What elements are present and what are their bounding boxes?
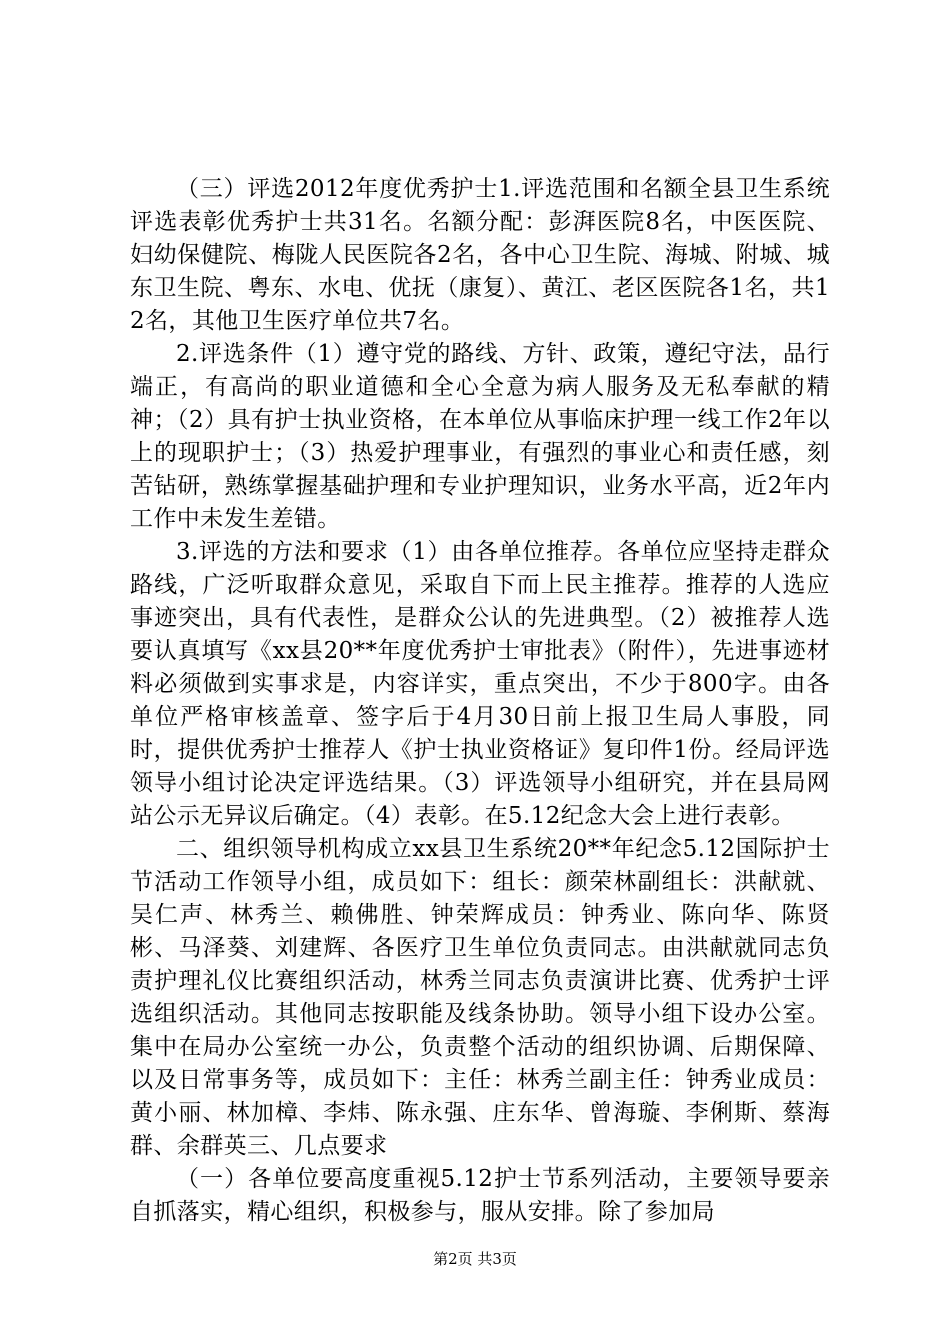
page-footer: 第2页 共3页 [433, 1250, 517, 1268]
document-body [130, 173, 830, 1229]
paragraph-requirements: （一）各单位要高度重视5.12护士节系列活动，主要领导要亲自抓落实，精心组织，积极参与，服从安排。除了参加局 [130, 1166, 830, 1225]
paragraph-selection-criteria: 2.评选条件（1）遵守党的路线、方针、政策，遵纪守法，品行端正，有高尚的职业道德和全心全意为病人服务及无私奉献的精神；（2）具有护士执业资格，在本单位从事临床护理一线工作2年以上的现职护士；（3）热爱护理事业，有强烈的事业心和责任感，刻苦钻研，熟练掌握基础护理和专业护理知识，业务水平高，近2年内工作中未发生差错。 [130, 341, 830, 532]
paragraph-selection-scope: （三）评选2012年度优秀护士1.评选范围和名额全县卫生系统评选表彰优秀护士共31名。名额分配：彭湃医院8名，中医医院、妇幼保健院、梅陇人民医院各2名，各中心卫生院、海城、附城、城东卫生院、粤东、水电、优抚（康复）、黄江、老区医院各1名，共12名，其他卫生医疗单位共7名。 [130, 176, 830, 334]
paragraph-leadership-organization: 二、组织领导机构成立xx县卫生系统20**年纪念5.12国际护士节活动工作领导小组，成员如下：组长：颜荣林副组长：洪献就、吴仁声、林秀兰、赖佛胜、钟荣辉成员：钟秀业、陈向华、陈贤彬、马泽葵、刘建辉、各医疗卫生单位负责同志。由洪献就同志负责护理礼仪比赛组织活动，林秀兰同志负责演讲比赛、优秀护士评选组织活动。其他同志按职能及线条协助。领导小组下设办公室。集中在局办公室统一办公，负责整个活动的组织协调、后期保障、以及日常事务等，成员如下：主任：林秀兰副主任：钟秀业成员：黄小丽、林加樟、李炜、陈永强、庄东华、曾海璇、李俐斯、蔡海群、余群英三、几点要求 [130, 836, 830, 1159]
paragraph-selection-method: 3.评选的方法和要求（1）由各单位推荐。各单位应坚持走群众路线，广泛听取群众意见，采取自下而上民主推荐。推荐的人选应事迹突出，具有代表性，是群众公认的先进典型。（2）被推荐人选要认真填写《xx县20**年度优秀护士审批表》（附件），先进事迹材料必须做到实事求是，内容详实，重点突出，不少于800字。由各单位严格审核盖章、签字后于4月30日前上报卫生局人事股，同时，提供优秀护士推荐人《护士执业资格证》复印件1份。经局评选领导小组讨论决定评选结果。（3）评选领导小组研究，并在县局网站公示无异议后确定。（4）表彰。在5.12纪念大会上进行表彰。 [130, 539, 830, 829]
